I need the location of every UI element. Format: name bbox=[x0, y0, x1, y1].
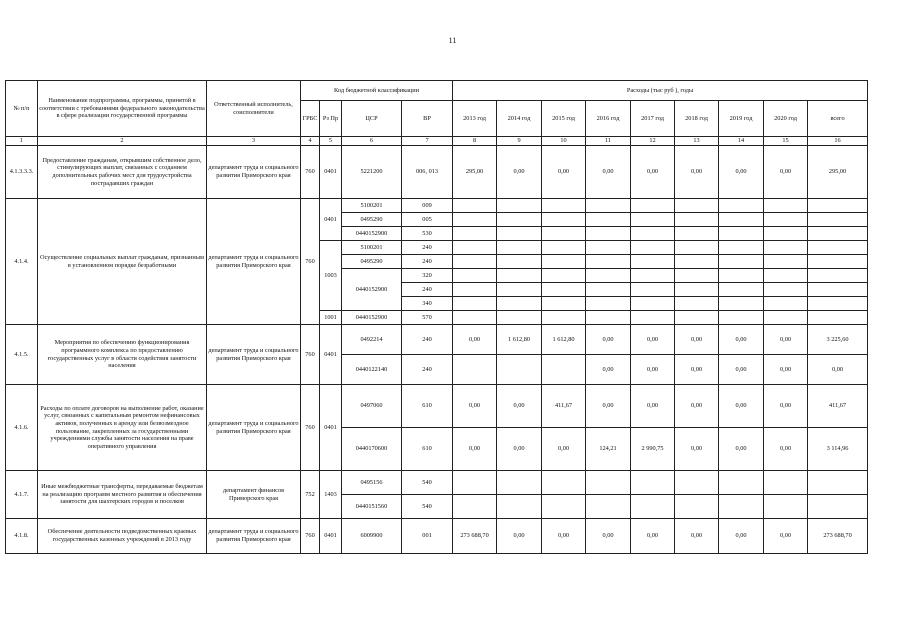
value-cell: 0,00 bbox=[764, 325, 808, 355]
row-csr: 0440152900 bbox=[342, 269, 402, 311]
col-number: 15 bbox=[764, 137, 808, 146]
row-number: 4.1.8. bbox=[6, 519, 38, 554]
page-number: 11 bbox=[448, 36, 457, 45]
value-cell: 0,00 bbox=[764, 355, 808, 385]
value-cell: 0,00 bbox=[586, 385, 631, 428]
header-name: Наименование подпрограммы, программы, принятой в соответствии с требованиями федерального законодательства в сфере реализации государственной программы bbox=[38, 81, 207, 137]
col-number: 9 bbox=[497, 137, 542, 146]
row-vr: 540 bbox=[402, 471, 453, 495]
value-cell: 0,00 bbox=[764, 146, 808, 199]
row-grbs: 760 bbox=[301, 519, 320, 554]
row-vr: 610 bbox=[402, 385, 453, 428]
header-year: 2013 год bbox=[453, 101, 497, 137]
col-number: 8 bbox=[453, 137, 497, 146]
row-rzpr: 0401 bbox=[320, 146, 342, 199]
row-rzpr: 1403 bbox=[320, 471, 342, 519]
value-cell: 0,00 bbox=[764, 428, 808, 471]
value-cell: 0,00 bbox=[631, 355, 675, 385]
row-rzpr: 1003 bbox=[320, 241, 342, 311]
row-csr: 0440152900 bbox=[342, 311, 402, 325]
row-csr: 0440151560 bbox=[342, 495, 402, 519]
col-number: 4 bbox=[301, 137, 320, 146]
col-number: 14 bbox=[719, 137, 764, 146]
row-csr: 5100201 bbox=[342, 241, 402, 255]
row-responsible: департамент труда и социального развития Приморского края bbox=[207, 199, 301, 325]
header-csr: ЦСР bbox=[342, 101, 402, 137]
col-number: 5 bbox=[320, 137, 342, 146]
row-responsible: департамент финансов Приморского края bbox=[207, 471, 301, 519]
row-csr: 0495290 bbox=[342, 255, 402, 269]
value-cell: 0,00 bbox=[675, 325, 719, 355]
col-number: 2 bbox=[38, 137, 207, 146]
row-csr: 5100201 bbox=[342, 199, 402, 213]
value-cell: 1 612,80 bbox=[497, 325, 542, 355]
col-number: 1 bbox=[6, 137, 38, 146]
value-cell: 0,00 bbox=[453, 428, 497, 471]
row-responsible: департамент труда и социального развития Приморского края bbox=[207, 385, 301, 471]
row-vr: 540 bbox=[402, 495, 453, 519]
value-cell: 0,00 bbox=[586, 519, 631, 554]
table-row bbox=[6, 471, 868, 495]
value-cell: 0,00 bbox=[675, 355, 719, 385]
row-grbs: 752 bbox=[301, 471, 320, 519]
value-cell: 273 688,70 bbox=[808, 519, 868, 554]
value-cell: 411,67 bbox=[542, 385, 586, 428]
row-vr: 610 bbox=[402, 428, 453, 471]
value-cell: 0,00 bbox=[542, 146, 586, 199]
header-vr: ВР bbox=[402, 101, 453, 137]
value-cell: 0,00 bbox=[631, 385, 675, 428]
row-grbs: 760 bbox=[301, 385, 320, 471]
value-cell bbox=[453, 355, 497, 385]
value-cell: 0,00 bbox=[764, 385, 808, 428]
header-rzpr: Рз Пр bbox=[320, 101, 342, 137]
col-number: 3 bbox=[207, 137, 301, 146]
value-cell: 0,00 bbox=[719, 428, 764, 471]
value-cell: 0,00 bbox=[631, 146, 675, 199]
header-year: 2018 год bbox=[675, 101, 719, 137]
header-total: всего bbox=[808, 101, 868, 137]
value-cell: 0,00 bbox=[719, 325, 764, 355]
row-grbs: 760 bbox=[301, 199, 320, 325]
value-cell: 0,00 bbox=[675, 385, 719, 428]
row-csr: 5221200 bbox=[342, 146, 402, 199]
col-number: 10 bbox=[542, 137, 586, 146]
row-vr: 320 bbox=[402, 269, 453, 283]
header-budget-code: Код бюджетной классификации bbox=[301, 81, 453, 101]
header-expenses: Расходы (тыс руб ), годы bbox=[453, 81, 868, 101]
header-year: 2019 год bbox=[719, 101, 764, 137]
row-csr: 0440170600 bbox=[342, 428, 402, 471]
value-cell: 1 612,80 bbox=[542, 325, 586, 355]
row-name: Обеспечение деятельности подведомственных краевых государственных казенных учреждений в 2013 году bbox=[38, 519, 207, 554]
value-cell: 0,00 bbox=[542, 519, 586, 554]
row-vr: 009 bbox=[402, 199, 453, 213]
value-cell: 0,00 bbox=[719, 385, 764, 428]
row-csr: 0495290 bbox=[342, 213, 402, 227]
row-responsible: департамент труда и социального развития Приморского края bbox=[207, 146, 301, 199]
row-csr: 6009900 bbox=[342, 519, 402, 554]
value-cell: 0,00 bbox=[497, 428, 542, 471]
row-name: Мероприятия по обеспечению функционирования программного комплекса по предоставлению государственных услуг в области содействия занятости населения bbox=[38, 325, 207, 385]
table-row bbox=[6, 385, 868, 428]
row-rzpr: 0401 bbox=[320, 325, 342, 385]
value-cell: 0,00 bbox=[542, 428, 586, 471]
row-number: 4.1.6. bbox=[6, 385, 38, 471]
header-year: 2016 год bbox=[586, 101, 631, 137]
row-vr: 240 bbox=[402, 241, 453, 255]
value-cell: 0,00 bbox=[586, 146, 631, 199]
column-number-row bbox=[6, 137, 868, 146]
row-name: Осуществление социальных выплат гражданам, признанным в установленном порядке безработными bbox=[38, 199, 207, 325]
row-vr: 530 bbox=[402, 227, 453, 241]
row-rzpr: 0401 bbox=[320, 385, 342, 471]
row-vr: 340 bbox=[402, 297, 453, 311]
value-cell: 0,00 bbox=[497, 146, 542, 199]
value-cell: 3 225,60 bbox=[808, 325, 868, 355]
row-name: Предоставление гражданам, открывшим собственное дело, стимулирующих выплат, связанных с созданием дополнительных рабочих мест для трудоустройства пострадавших граждан bbox=[38, 146, 207, 199]
value-cell: 295,00 bbox=[808, 146, 868, 199]
value-cell: 0,00 bbox=[675, 146, 719, 199]
header-year: 2015 год bbox=[542, 101, 586, 137]
value-cell: 273 688,70 bbox=[453, 519, 497, 554]
header-row-1 bbox=[6, 81, 868, 101]
value-cell: 0,00 bbox=[808, 355, 868, 385]
row-vr: 005 bbox=[402, 213, 453, 227]
row-grbs: 760 bbox=[301, 325, 320, 385]
value-cell: 2 990,75 bbox=[631, 428, 675, 471]
row-responsible: департамент труда и социального развития Приморского края bbox=[207, 325, 301, 385]
table-row bbox=[6, 146, 868, 199]
header-grbs: ГРБС bbox=[301, 101, 320, 137]
header-num: № п/п bbox=[6, 81, 38, 137]
table-row bbox=[6, 199, 868, 213]
value-cell: 0,00 bbox=[586, 355, 631, 385]
row-vr: 240 bbox=[402, 283, 453, 297]
row-name: Иные межбюджетные трансферты, передаваемые бюджетам на реализацию программ местного развития и обеспечения занятости для шахтерских городов и поселков bbox=[38, 471, 207, 519]
row-responsible: департамент труда и социального развития Приморского края bbox=[207, 519, 301, 554]
header-year: 2020 год bbox=[764, 101, 808, 137]
value-cell: 3 114,96 bbox=[808, 428, 868, 471]
row-csr: 0492214 bbox=[342, 325, 402, 355]
header-responsible: Ответственный исполнитель, соисполнители bbox=[207, 81, 301, 137]
header-year: 2017 год bbox=[631, 101, 675, 137]
row-number: 4.1.3.3.3. bbox=[6, 146, 38, 199]
header-year: 2014 год bbox=[497, 101, 542, 137]
row-name: Расходы по оплате договоров на выполнение работ, оказание услуг, связанных с капитальным ремонтом нефинансовых активов, полученных в аренду или безвозмездное пользование, закрепленных за государственными учреждениями службы занятости населения на праве оперативного управления bbox=[38, 385, 207, 471]
row-csr: 0440152900 bbox=[342, 227, 402, 241]
col-number: 7 bbox=[402, 137, 453, 146]
value-cell: 0,00 bbox=[719, 519, 764, 554]
value-cell: 0,00 bbox=[631, 519, 675, 554]
value-cell bbox=[497, 355, 542, 385]
value-cell: 0,00 bbox=[631, 325, 675, 355]
value-cell: 0,00 bbox=[497, 519, 542, 554]
value-cell: 0,00 bbox=[719, 146, 764, 199]
table-row bbox=[6, 325, 868, 355]
row-csr: 0440122140 bbox=[342, 355, 402, 385]
row-rzpr: 1001 bbox=[320, 311, 342, 325]
budget-table bbox=[5, 80, 868, 554]
col-number: 6 bbox=[342, 137, 402, 146]
row-rzpr: 0401 bbox=[320, 519, 342, 554]
row-vr: 570 bbox=[402, 311, 453, 325]
row-grbs: 760 bbox=[301, 146, 320, 199]
row-number: 4.1.4. bbox=[6, 199, 38, 325]
col-number: 12 bbox=[631, 137, 675, 146]
row-vr: 240 bbox=[402, 325, 453, 355]
col-number: 16 bbox=[808, 137, 868, 146]
row-csr: 0495156 bbox=[342, 471, 402, 495]
row-csr: 0497060 bbox=[342, 385, 402, 428]
value-cell: 0,00 bbox=[675, 519, 719, 554]
value-cell: 0,00 bbox=[675, 428, 719, 471]
value-cell: 411,67 bbox=[808, 385, 868, 428]
row-number: 4.1.5. bbox=[6, 325, 38, 385]
col-number: 11 bbox=[586, 137, 631, 146]
value-cell: 124,21 bbox=[586, 428, 631, 471]
value-cell bbox=[542, 355, 586, 385]
col-number: 13 bbox=[675, 137, 719, 146]
value-cell: 0,00 bbox=[497, 385, 542, 428]
row-vr: 001 bbox=[402, 519, 453, 554]
value-cell: 0,00 bbox=[764, 519, 808, 554]
value-cell: 0,00 bbox=[719, 355, 764, 385]
row-vr: 240 bbox=[402, 255, 453, 269]
row-rzpr: 0401 bbox=[320, 199, 342, 241]
value-cell: 0,00 bbox=[453, 385, 497, 428]
value-cell: 295,00 bbox=[453, 146, 497, 199]
value-cell: 0,00 bbox=[586, 325, 631, 355]
row-number: 4.1.7. bbox=[6, 471, 38, 519]
row-vr: 240 bbox=[402, 355, 453, 385]
row-vr: 006, 013 bbox=[402, 146, 453, 199]
table-row bbox=[6, 519, 868, 554]
value-cell: 0,00 bbox=[453, 325, 497, 355]
